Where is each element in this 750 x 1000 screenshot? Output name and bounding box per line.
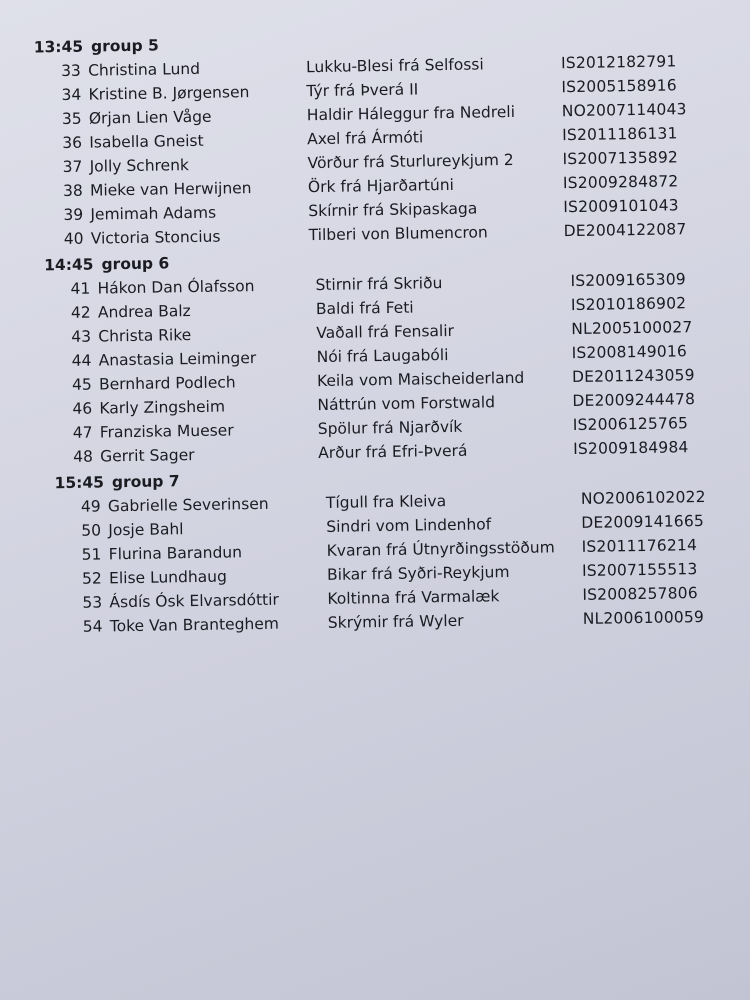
start-number: 40 xyxy=(63,229,84,249)
horse-name: Vaðall frá Fensalir xyxy=(316,321,455,343)
horse-name: Náttrún vom Forstwald xyxy=(317,393,496,415)
rider-name: Isabella Gneist xyxy=(89,131,204,152)
group-time: 13:45 xyxy=(33,37,84,57)
horse-name: Stirnir frá Skriðu xyxy=(315,274,443,295)
rider-name: Kristine B. Jørgensen xyxy=(88,83,250,104)
rider-name: Gabrielle Severinsen xyxy=(107,494,269,516)
start-number: 49 xyxy=(80,497,101,516)
rider-name: Ørjan Lien Våge xyxy=(88,107,212,128)
group-header xyxy=(34,37,159,57)
horse-name: Haldir Háleggur fra Nedreli xyxy=(306,102,516,125)
group-label: group 7 xyxy=(111,472,180,492)
rider-name: Elise Lundhaug xyxy=(108,567,228,588)
rider-name: Victoria Stoncius xyxy=(90,227,221,248)
horse-name: Kvaran frá Útnyrðingsstöðum xyxy=(326,538,555,560)
horse-name: Örk frá Hjarðartúni xyxy=(307,175,455,197)
horse-name: Spölur frá Njarðvík xyxy=(317,417,463,439)
horse-id: IS2010186902 xyxy=(570,294,687,315)
horse-id: IS2006125765 xyxy=(572,414,689,435)
rider-name: Hákon Dan Ólafsson xyxy=(97,277,255,298)
horse-id: IS2011176214 xyxy=(581,536,698,556)
horse-id: IS2009284872 xyxy=(562,172,679,193)
start-number: 37 xyxy=(62,157,83,177)
rider-name: Mieke van Herwijnen xyxy=(89,179,252,200)
start-number: 51 xyxy=(81,545,102,564)
horse-name: Axel frá Ármóti xyxy=(307,128,424,149)
horse-name: Keila vom Maischeiderland xyxy=(316,368,525,391)
start-number: 39 xyxy=(63,205,84,225)
start-number: 33 xyxy=(60,61,81,81)
horse-id: DE2009244478 xyxy=(572,390,696,411)
rider-name: Bernhard Podlech xyxy=(98,373,236,394)
start-number: 53 xyxy=(82,593,103,612)
group-header xyxy=(44,254,169,274)
group-label: group 6 xyxy=(101,254,170,274)
start-number: 46 xyxy=(72,399,93,418)
start-number: 36 xyxy=(62,133,83,153)
horse-id: IS2008257806 xyxy=(582,584,698,604)
start-number: 43 xyxy=(71,327,92,346)
group-time: 15:45 xyxy=(54,473,105,493)
group-header xyxy=(54,472,179,492)
horse-name: Vörður frá Sturlureykjum 2 xyxy=(307,150,514,173)
horse-id: DE2011243059 xyxy=(571,366,695,387)
rider-name: Anastasia Leiminger xyxy=(98,349,257,370)
horse-name: Bikar frá Syðri-Reykjum xyxy=(326,563,510,584)
horse-id: DE2004122087 xyxy=(563,220,687,241)
start-number: 38 xyxy=(62,181,83,201)
horse-name: Skírnir frá Skipaskaga xyxy=(308,199,478,221)
horse-id: NL2005100027 xyxy=(571,318,693,339)
rider-name: Toke Van Branteghem xyxy=(109,614,280,636)
horse-name: Tígull fra Kleiva xyxy=(325,492,447,512)
start-number: 47 xyxy=(72,423,93,442)
group-time: 14:45 xyxy=(44,255,94,275)
horse-id: IS2005158916 xyxy=(561,76,678,97)
horse-id: NL2006100059 xyxy=(582,608,705,628)
start-number: 42 xyxy=(70,303,91,322)
rider-name: Josje Bahl xyxy=(108,520,184,540)
rider-name: Christina Lund xyxy=(87,59,201,80)
horse-name: Tilberi von Blumencron xyxy=(308,223,488,245)
horse-id: IS2009165309 xyxy=(570,270,687,291)
horse-id: NO2007114043 xyxy=(561,100,687,121)
start-number: 50 xyxy=(81,521,102,540)
horse-id: DE2009141665 xyxy=(581,512,705,532)
horse-id: NO2006102022 xyxy=(580,487,706,508)
start-number: 52 xyxy=(81,569,102,588)
rider-name: Jemimah Adams xyxy=(90,203,217,224)
horse-name: Koltinna frá Varmalæk xyxy=(327,587,500,608)
horse-name: Skrýmir frá Wyler xyxy=(327,611,464,632)
rider-name: Ásdís Ósk Elvarsdóttir xyxy=(109,590,279,612)
rider-name: Franziska Mueser xyxy=(99,421,234,442)
rider-name: Gerrit Sager xyxy=(100,446,195,466)
horse-id: IS2011186131 xyxy=(562,124,678,145)
start-number: 41 xyxy=(70,279,91,298)
start-number: 44 xyxy=(71,351,92,370)
horse-name: Baldi frá Feti xyxy=(315,298,414,319)
rider-name: Andrea Balz xyxy=(97,302,191,322)
horse-id: IS2007135892 xyxy=(562,148,679,169)
horse-name: Nói frá Laugabóli xyxy=(316,346,449,367)
group-label: group 5 xyxy=(90,36,159,56)
rider-name: Christa Rike xyxy=(98,326,192,346)
start-number: 54 xyxy=(82,617,103,636)
start-number: 34 xyxy=(61,85,82,105)
horse-id: IS2009101043 xyxy=(563,196,679,217)
start-number: 48 xyxy=(73,447,94,466)
horse-id: IS2008149016 xyxy=(571,342,688,363)
horse-id: IS2007155513 xyxy=(581,560,698,580)
horse-name: Lukku-Blesi frá Selfossi xyxy=(305,55,484,77)
start-number: 45 xyxy=(71,375,92,394)
horse-id: IS2012182791 xyxy=(560,52,677,73)
horse-name: Sindri vom Lindenhof xyxy=(326,515,492,536)
horse-id: IS2009184984 xyxy=(572,438,689,459)
rider-name: Jolly Schrenk xyxy=(89,156,190,176)
rider-name: Karly Zingsheim xyxy=(99,397,226,418)
start-number: 35 xyxy=(61,109,82,129)
rider-name: Flurina Barandun xyxy=(108,543,243,564)
horse-name: Arður frá Efri-Þverá xyxy=(318,441,468,463)
horse-name: Týr frá Þverá II xyxy=(306,80,419,101)
